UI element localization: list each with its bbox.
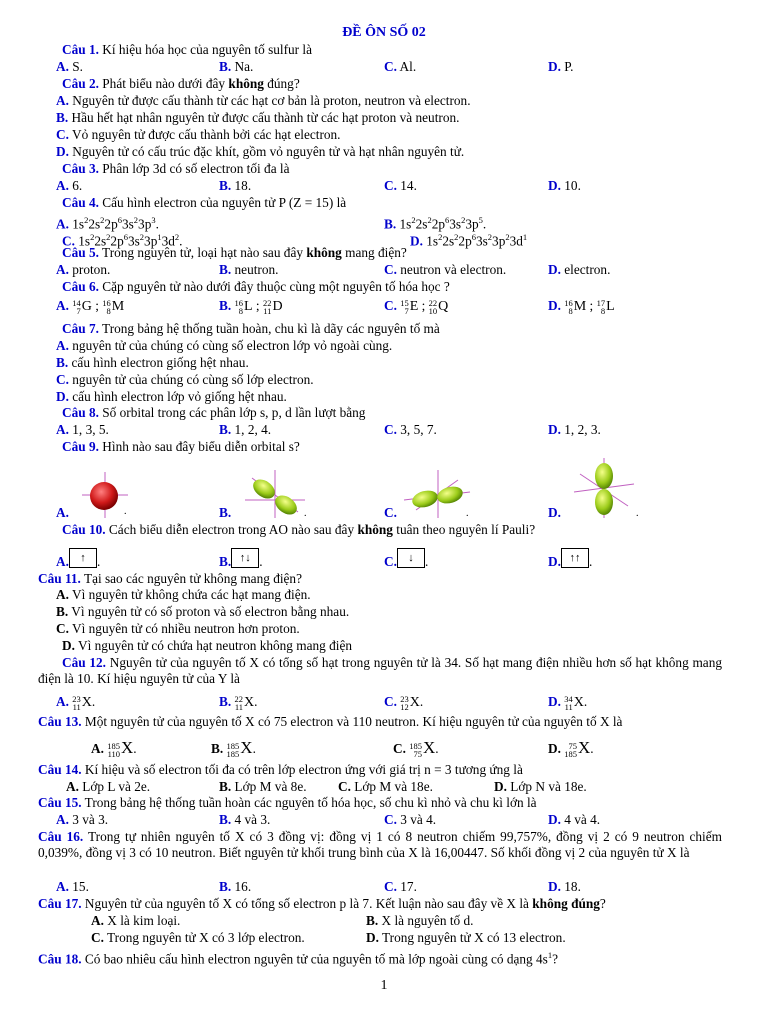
q13-option-d: D. 75 185X. (548, 738, 594, 759)
q9-option-c: C. (384, 505, 397, 520)
question-8: Câu 8. Số orbital trong các phân lớp s, p, d lần lượt bằng (62, 405, 366, 420)
q11-option-c: C. Vì nguyên tử có nhiều neutron hơn proton. (56, 621, 300, 636)
question-4: Câu 4. Cấu hình electron của nguyên tử P (Z = 15) là (62, 195, 347, 210)
q8-option-a: A. 1, 3, 5. (56, 422, 109, 437)
question-5: Câu 5. Trong nguyên tử, loại hạt nào sau đây không mang điện? (62, 245, 407, 260)
q8-option-b: B. 1, 2, 4. (219, 422, 272, 437)
question-14: Câu 14. Kí hiệu và số electron tối đa có trên lớp electron ứng với giá trị n = 3 tương ứng là (38, 762, 523, 777)
p-orbital-vertical-image (570, 458, 640, 520)
orbital-box: ↓ (397, 548, 425, 568)
svg-text:.: . (304, 508, 307, 519)
question-1 (62, 42, 312, 58)
question-9: Câu 9. Hình nào sau đây biểu diễn orbital s? (62, 439, 300, 454)
orbital-box: ↑↑ (561, 548, 589, 568)
q2-option-c: C. Vỏ nguyên tử được cấu thành bởi các hạt electron. (56, 127, 341, 142)
q8-option-c: C. 3, 5, 7. (384, 422, 437, 437)
q9-option-b: B. (219, 505, 232, 520)
q10-option-c: C. ↓ . (384, 554, 428, 570)
q1-option-c: C. Al. (384, 59, 417, 74)
orbital-box: ↑ (69, 548, 97, 568)
q3-option-a: A. 6. (56, 178, 83, 193)
q13-option-b: B. 185 185X. (211, 738, 256, 759)
q5-option-c: C. neutron và electron. (384, 262, 507, 277)
q4-option-a: A. $1s^22s^22p^63s^23p^3$. (56, 215, 159, 232)
q5-option-d: D. electron. (548, 262, 611, 277)
q12-option-a: A. 23 11X. (56, 693, 96, 712)
p-orbital-diagonal-image (240, 470, 310, 520)
q7-option-c: C. nguyên tử của chúng có cùng số lớp electron. (56, 372, 314, 387)
q17-option-a: A. X là kim loại. (91, 913, 181, 928)
q7-option-d: D. cấu hình electron lớp vỏ giống hệt nhau. (56, 389, 287, 404)
q15-option-a: A. 3 và 3. (56, 812, 109, 827)
q11-option-d: D. Vì nguyên tử có chứa hạt neutron không mang điện (62, 638, 353, 653)
q6-option-b: B. 16 8L ; 22 11D (219, 297, 283, 316)
q7-option-a: A. nguyên tử của chúng có cùng số electron lớp vỏ ngoài cùng. (56, 338, 393, 353)
q3-option-b: B. 18. (219, 178, 252, 193)
question-13: Câu 13. Một nguyên tử của nguyên tố X có 75 electron và 110 neutron. Kí hiệu nguyên tử của nguyên tố X là (38, 714, 623, 729)
question-text: Kí hiệu hóa học của nguyên tố sulfur là (98, 42, 313, 57)
q16-option-a: A. 15. (56, 879, 89, 894)
q17-option-c: C. Trong nguyên tử X có 3 lớp electron. (91, 930, 305, 945)
orbital-box: ↑↓ (231, 548, 259, 568)
q12-option-c: C. 23 12X. (384, 693, 424, 712)
q16-option-d: D. 18. (548, 879, 581, 894)
q17-option-d: D. Trong nguyên tử X có 13 electron. (366, 930, 566, 945)
q6-option-c: C. 15 7E ; 22 10Q (384, 297, 449, 316)
q17-option-b: B. X là nguyên tố d. (366, 913, 474, 928)
q14-option-a: A. Lớp L và 2e. (66, 779, 151, 794)
q3-option-c: C. 14. (384, 178, 417, 193)
q9-option-a: A. (56, 505, 69, 520)
q5-option-a: A. proton. (56, 262, 111, 277)
q15-option-b: B. 4 và 3. (219, 812, 271, 827)
question-label: Câu 1. (62, 42, 99, 57)
svg-text:.: . (636, 508, 639, 519)
q15-option-c: C. 3 và 4. (384, 812, 437, 827)
q2-option-a: A. Nguyên tử được cấu thành từ các hạt cơ bản là proton, neutron và electron. (56, 93, 471, 108)
q6-option-d: D. 16 8M ; 17 8L (548, 297, 615, 316)
page-number: 1 (380, 978, 388, 993)
q1-option-d: D. P. (548, 59, 574, 74)
svg-text:.: . (124, 506, 127, 517)
question-2: Câu 2. Phát biểu nào dưới đây không đúng? (62, 76, 300, 91)
question-6: Câu 6. Cặp nguyên tử nào dưới đây thuộc cùng một nguyên tố hóa học ? (62, 279, 450, 294)
question-7: Câu 7. Trong bảng hệ thống tuần hoàn, chu kì là dãy các nguyên tố mà (62, 321, 440, 336)
q4-option-d: D. $1s^22s^22p^63s^23p^23d^1$ (410, 232, 528, 249)
q13-option-a: A. 185 110X. (91, 738, 137, 759)
q3-option-d: D. 10. (548, 178, 581, 193)
q14-option-b: B. Lớp M và 8e. (219, 779, 307, 794)
question-16: Câu 16. Trong tự nhiên nguyên tố X có 3 đồng vị: đồng vị 1 có 8 neutron chiếm 99,757%, đồng vị 2 có 9 neutron chiếm 0,039%, đồng vị 3 có 10 neutron. Biết nguyên tử khối trung bình của X là 16,00447. Số khối đồng vị 2 của nguyên tử X là (38, 829, 722, 860)
q9-option-d: D. (548, 505, 561, 520)
q7-option-b: B. cấu hình electron giống hệt nhau. (56, 355, 249, 370)
s-orbital-sphere-image (80, 470, 130, 520)
p-orbital-horizontal-image (402, 470, 472, 520)
q11-option-b: B. Vì nguyên tử có số proton và số electron bằng nhau. (56, 604, 350, 619)
q16-option-b: B. 16. (219, 879, 252, 894)
q5-option-b: B. neutron. (219, 262, 279, 277)
question-12: Câu 12. Nguyên tử của nguyên tố X có tổng số hạt trong nguyên tử là 34. Số hạt mang điện nhiều hơn số hạt không mang điện là 10. Kí hiệu nguyên tử của Y là (38, 655, 722, 686)
question-17: Câu 17. Nguyên tử của nguyên tố X có tổng số electron p là 7. Kết luận nào sau đây về X là không đúng? (38, 896, 606, 911)
q11-option-a: A. Vì nguyên tử không chứa các hạt mang điện. (56, 587, 311, 602)
svg-text:.: . (466, 508, 469, 519)
question-11: Câu 11. Tại sao các nguyên tử không mang điện? (38, 571, 302, 586)
question-3: Câu 3. Phân lớp 3d có số electron tối đa là (62, 161, 290, 176)
q4-option-b: B. $1s^22s^22p^63s^23p^5$. (384, 215, 487, 232)
question-18: Câu 18. Có bao nhiêu cấu hình electron nguyên tử của nguyên tố mà lớp ngoài cùng có dạng $4s^1$? (38, 950, 558, 967)
q12-option-d: D. 34 11X. (548, 693, 588, 712)
q10-option-b: B. ↑↓ . (219, 554, 263, 570)
q6-option-a: A. 14 7G ; 16 8M (56, 297, 125, 316)
q13-option-c: C. 185 75X. (393, 738, 439, 759)
q10-option-d: D. ↑↑ . (548, 554, 592, 570)
q14-option-c: C. Lớp M và 18e. (338, 779, 433, 794)
q2-option-b: B. Hầu hết hạt nhân nguyên tử được cấu thành từ các hạt proton và neutron. (56, 110, 460, 125)
q15-option-d: D. 4 và 4. (548, 812, 601, 827)
q4-option-c: C. $1s^22s^22p^63s^23p^13d^2$. (62, 232, 183, 249)
q10-option-a: A. ↑ . (56, 554, 100, 570)
q16-option-c: C. 17. (384, 879, 417, 894)
page-title: ĐỀ ÔN SỐ 02 (342, 25, 426, 40)
q2-option-d: D. Nguyên tử có cấu trúc đặc khít, gồm vỏ nguyên tử và hạt nhân nguyên tử. (56, 144, 465, 159)
q1-option-b: B. Na. (219, 59, 254, 74)
q14-option-d: D. Lớp N và 18e. (494, 779, 587, 794)
q8-option-d: D. 1, 2, 3. (548, 422, 601, 437)
q12-option-b: B. 22 11X. (219, 693, 258, 712)
question-15: Câu 15. Trong bảng hệ thống tuần hoàn các nguyên tố hóa học, số chu kì nhỏ và chu kì lớn là (38, 795, 537, 810)
question-10: Câu 10. Cách biểu diễn electron trong AO nào sau đây không tuân theo nguyên lí Pauli? (62, 522, 536, 537)
q1-option-a: A. S. (56, 59, 83, 74)
